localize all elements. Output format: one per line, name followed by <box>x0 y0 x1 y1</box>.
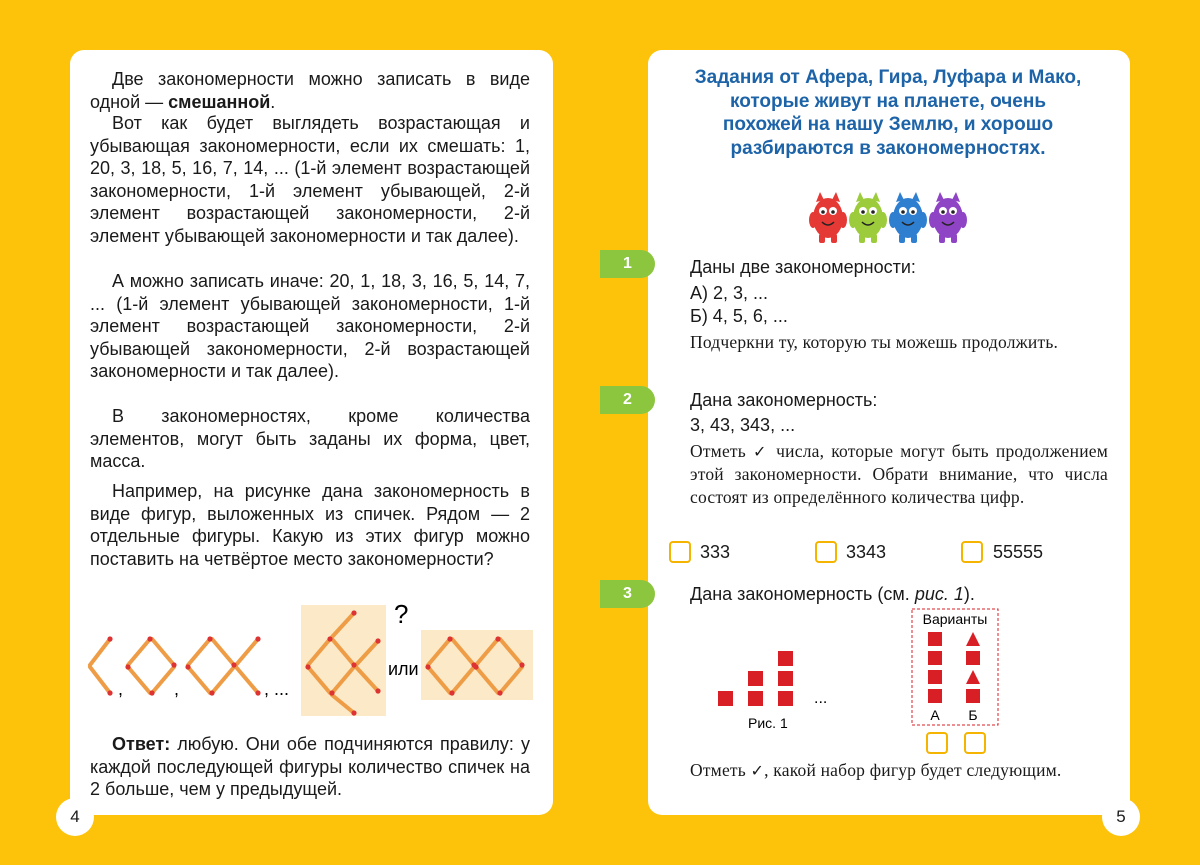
match <box>212 667 234 693</box>
match <box>188 667 210 693</box>
match <box>152 667 174 693</box>
pattern-squares <box>718 651 793 706</box>
variant-a-label: А <box>930 707 940 723</box>
option-333-label: 333 <box>700 542 731 562</box>
paragraph-attributes: В закономерностях, кроме количества элементов, могут быть заданы их форма, цвет, масса. <box>90 406 530 472</box>
check-mark-icon: ✓ <box>750 761 765 780</box>
monster-2 <box>849 192 887 243</box>
task-1-option-a[interactable]: А) 2, 3, ... <box>690 283 769 303</box>
checkbox-variant-a[interactable] <box>926 732 948 754</box>
or-label: или <box>388 659 419 679</box>
task-3-instruction: Отметь ✓, какой набор фигур будет следующим. <box>690 760 1062 780</box>
match <box>90 667 110 693</box>
checkbox-option-55555[interactable] <box>961 541 983 563</box>
match <box>152 639 174 665</box>
task-2-sequence: 3, 43, 343, ... <box>690 415 796 435</box>
task-3-badge: 3 <box>600 580 655 608</box>
match <box>90 639 110 665</box>
paragraph-matchsticks: Например, на рисунке дана закономерность в виде фигур, выложенных из спичек. Рядом — 2 отдельные фигуры. Какую из этих фигур можно поставить на четвёртое место закономерности? <box>90 481 530 569</box>
question-mark: ? <box>394 599 409 629</box>
figure-reference: рис. 1 <box>914 584 964 604</box>
task-3-text: Дана закономерность (см. рис. 1). <box>690 584 975 604</box>
separator-comma: , <box>118 679 124 699</box>
task-1-instruction: Подчеркни ту, которую ты можешь продолжить. <box>690 332 1059 352</box>
answer-paragraph: Ответ: любую. Они обе подчиняются правилу: у каждой последующей фигуры количество спичек на 2 больше, чем у предыдущей. <box>90 734 530 800</box>
check-mark-icon: ✓ <box>753 442 770 461</box>
match <box>188 639 210 665</box>
figure-ellipsis: ... <box>814 690 828 707</box>
answer-label: Ответ: <box>112 734 171 754</box>
monster-3 <box>889 192 927 243</box>
match <box>236 639 258 665</box>
monster-4 <box>929 192 967 243</box>
monster-1 <box>809 192 847 243</box>
variant-b-shapes <box>966 632 980 703</box>
match <box>128 639 150 665</box>
paragraph-mixed-intro: Две закономерности можно записать в виде одной — смешанной. <box>90 69 530 112</box>
task-2-text: Дана закономерность: <box>690 390 878 410</box>
paragraph-example-2: А можно записать иначе: 20, 1, 18, 3, 16, 5, 14, 7, ... (1-й элемент убывающей закономерности, 1-й элемент возрастающей закономерности, 2-й убывающей закономерности, 2-й возрастающей закономерности и так далее). <box>90 271 530 382</box>
match <box>212 639 234 665</box>
separator-ellipsis: , ... <box>264 679 290 699</box>
task-2-instruction: Отметь ✓ числа, которые могут быть продолжением этой закономерности. Обрати внимание, что числа состоят из определённого количества цифр. <box>690 441 1108 507</box>
checkbox-option-3343[interactable] <box>815 541 837 563</box>
variant-a-shapes <box>928 632 942 703</box>
checkbox-option-333[interactable] <box>669 541 691 563</box>
task-1-text: Даны две закономерности: <box>690 257 916 277</box>
figure-caption: Рис. 1 <box>748 715 788 731</box>
task-2-badge: 2 <box>600 386 655 414</box>
checkbox-variant-b[interactable] <box>964 732 986 754</box>
matchstick-figure <box>70 595 553 720</box>
separator-comma: , <box>174 679 180 699</box>
match <box>236 667 258 693</box>
match <box>128 667 150 693</box>
option-55555-label: 55555 <box>993 542 1044 562</box>
option-3343-label: 3343 <box>846 542 887 562</box>
bold-term: смешанной <box>168 91 271 112</box>
page-title: Задания от Афера, Гира, Луфара и Мако, которые живут на планете, очень похожей на нашу Землю, и хорошо разбираются в закономерностях. <box>694 67 1082 159</box>
page-number-left: 4 <box>56 798 94 836</box>
paragraph-example-1: Вот как будет выглядеть возрастающая и убывающая закономерности, если их смешать: 1, 20, 3, 18, 5, 16, 7, 14, ... (1-й элемент возрастающей закономерности, 1-й элемент убывающей, 2-й элемент возрастающей закономерности, 2-й элемент убывающей закономерности и так далее). <box>90 113 530 246</box>
task-1-badge: 1 <box>600 250 655 278</box>
task-1-option-b[interactable]: Б) 4, 5, 6, ... <box>690 306 788 326</box>
monsters-illustration <box>808 190 973 245</box>
variants-title: Варианты <box>922 611 988 627</box>
left-page <box>70 50 553 815</box>
variant-b-label: Б <box>968 707 978 723</box>
page-number-right: 5 <box>1102 798 1140 836</box>
